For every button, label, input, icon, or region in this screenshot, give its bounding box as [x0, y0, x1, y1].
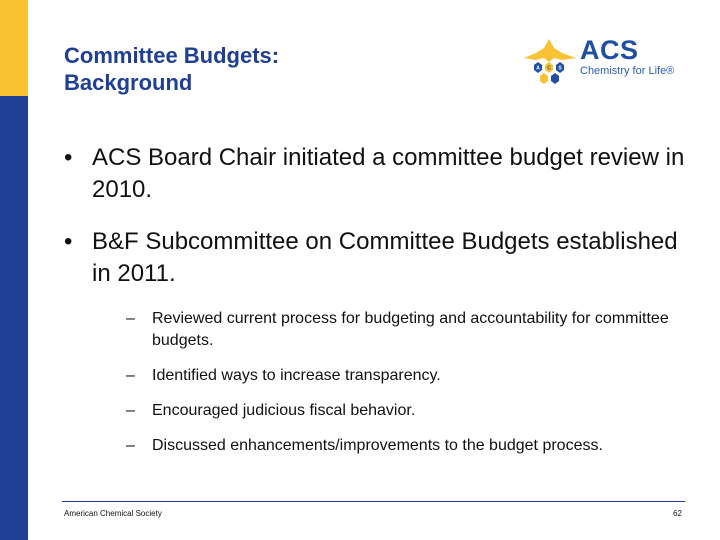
emblem-letter-c: C	[547, 65, 551, 72]
sub-bullet-marker: –	[126, 310, 135, 327]
sub-bullet-text: Identified ways to increase transparency.	[152, 367, 441, 384]
slide-title-line-1: Committee Budgets:	[64, 43, 280, 68]
slide-title-line-2: Background	[64, 70, 193, 95]
emblem-letter-a: A	[536, 65, 540, 72]
sub-bullet-marker: –	[126, 367, 135, 384]
emblem-letter-s: S	[558, 65, 562, 72]
bullet-item	[64, 226, 694, 290]
acs-logo	[522, 36, 682, 92]
sub-bullet-marker: –	[126, 437, 135, 454]
logo-name: ACS	[580, 35, 639, 65]
bullet-list	[64, 142, 694, 470]
sub-bullet-text: Encouraged judicious fiscal behavior.	[152, 402, 416, 419]
bullet-marker: •	[64, 228, 73, 255]
sub-bullet-item	[126, 365, 694, 387]
bullet-text: B&F Subcommittee on Committee Budgets established in 2011.	[92, 228, 678, 287]
sub-bullet-text: Reviewed current process for budgeting and accountability for committee budgets.	[152, 310, 669, 349]
bullet-marker: •	[64, 144, 73, 171]
accent-bar-yellow	[0, 0, 28, 96]
footer-organization: American Chemical Society	[64, 509, 162, 518]
sub-bullet-item	[126, 400, 694, 422]
sub-bullet-item	[126, 435, 694, 457]
footer-divider	[62, 501, 685, 502]
accent-bar-blue	[0, 96, 28, 540]
bullet-item	[64, 142, 694, 206]
page-number: 62	[673, 509, 682, 518]
acs-emblem-icon	[522, 36, 578, 92]
sub-bullet-list	[126, 308, 694, 457]
slide-title	[64, 42, 444, 96]
logo-tagline: Chemistry for Life®	[580, 65, 675, 77]
sub-bullet-text: Discussed enhancements/improvements to the budget process.	[152, 437, 603, 454]
bullet-text: ACS Board Chair initiated a committee budget review in 2010.	[92, 144, 685, 203]
sub-bullet-marker: –	[126, 402, 135, 419]
logo-wordmark	[580, 36, 674, 78]
sub-bullet-item	[126, 308, 694, 352]
